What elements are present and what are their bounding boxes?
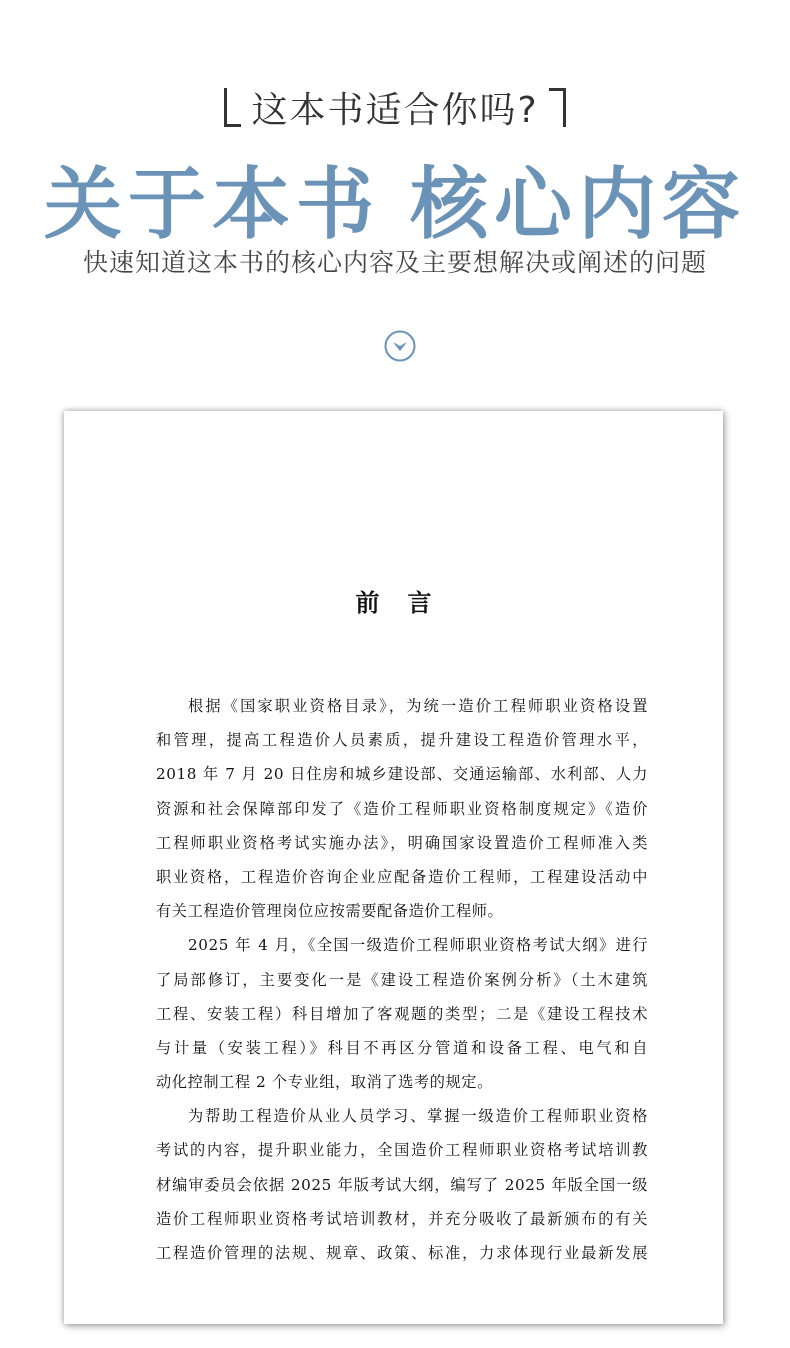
subtitle-text: 这本书适合你吗? — [251, 90, 539, 131]
text-line: 有关工程造价管理岗位应按需要配备造价工程师。 — [156, 902, 504, 921]
subtitle — [0, 82, 790, 133]
text-line: 职业资格，工程造价咨询企业应配备造价工程师，工程建设活动中 — [156, 867, 648, 886]
text-line: 资源和社会保障部印发了《造价工程师职业资格制度规定》《造价 — [156, 799, 648, 818]
text-line: 材编审委员会依据 2025 年版考试大纲，编写了 2025 年版全国一级 — [156, 1175, 648, 1194]
tagline: 快速知道这本书的核心内容及主要想解决或阐述的问题 — [82, 248, 707, 277]
text-line: 了局部修订，主要变化一是《建设工程造价案例分析》（土木建筑 — [156, 970, 648, 989]
main-title — [0, 142, 790, 254]
text-line: 工程造价管理的法规、规章、政策、标准，力求体现行业最新发展 — [156, 1244, 648, 1262]
text-line: 2025 年 4 月，《全国一级造价工程师职业资格考试大纲》进行 — [188, 936, 648, 955]
bracket-right-icon — [549, 88, 566, 127]
preface-body — [156, 689, 648, 1270]
text-line: 与计量（安装工程）》科目不再区分管道和设备工程、电气和自 — [156, 1038, 648, 1057]
main-title-part2: 核心内容 — [410, 159, 747, 250]
text-line: 动化控制工程 2 个专业组，取消了选考的规定。 — [156, 1073, 493, 1092]
text-line: 工程师职业资格考试实施办法》，明确国家设置造价工程师准入类 — [156, 833, 648, 852]
header-section — [0, 0, 790, 400]
preface-title: 前言 — [355, 588, 460, 617]
text-line: 考试的内容，提升职业能力，全国造价工程师职业资格考试培训教 — [156, 1141, 648, 1160]
chevron-down-circle-icon[interactable] — [384, 330, 416, 362]
book-page — [64, 411, 723, 1324]
text-line: 工程、安装工程）科目增加了客观题的类型；二是《建设工程技术 — [156, 1004, 648, 1023]
text-line: 造价工程师职业资格考试培训教材，并充分吸收了最新颁布的有关 — [156, 1209, 648, 1228]
main-title-part1: 关于本书 — [43, 159, 380, 250]
text-line: 根据《国家职业资格目录》，为统一造价工程师职业资格设置 — [188, 697, 648, 715]
text-line: 和管理，提高工程造价人员素质，提升建设工程造价管理水平， — [156, 731, 648, 750]
bracket-left-icon — [224, 88, 241, 127]
text-line: 为帮助工程造价从业人员学习、掌握一级造价工程师职业资格 — [188, 1107, 648, 1126]
text-line: 2018 年 7 月 20 日住房和城乡建设部、交通运输部、水利部、人力 — [156, 765, 648, 784]
